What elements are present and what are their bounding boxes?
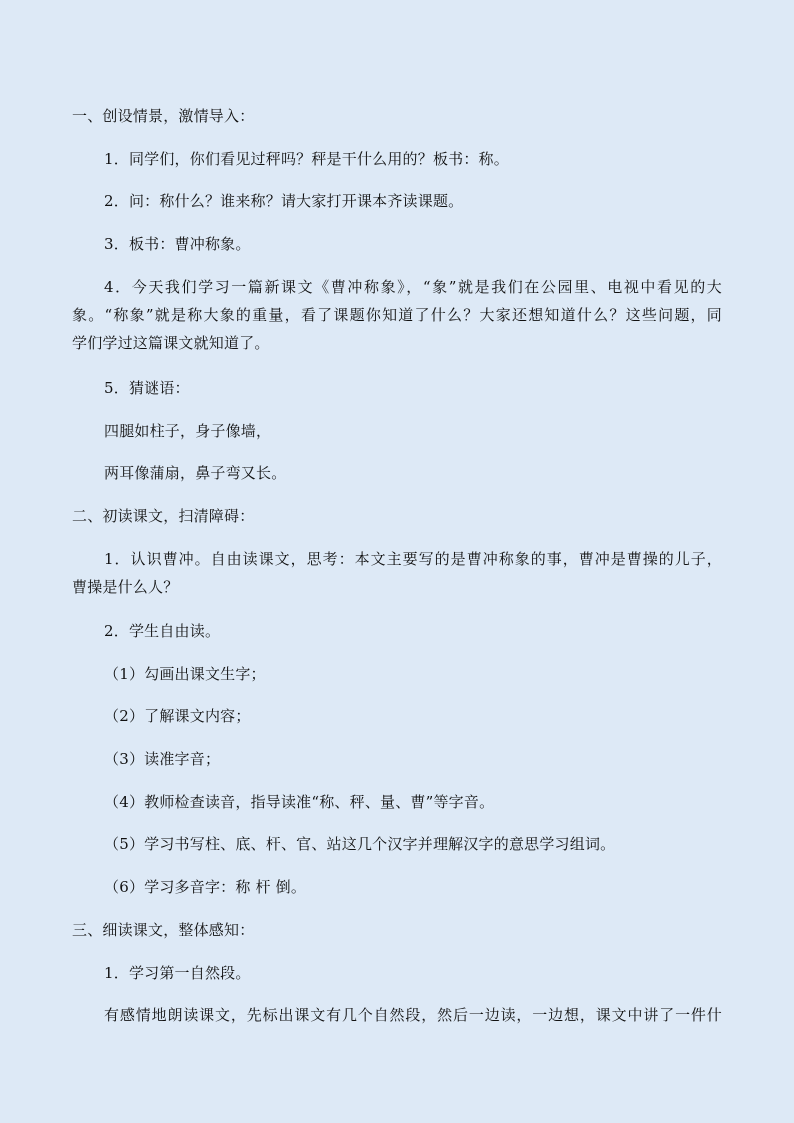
riddle-line: 四腿如柱子，身子像墙， (104, 422, 272, 440)
sub-list-item: （2）了解课文内容； (104, 707, 251, 725)
paragraph-line: 4．今天我们学习一篇新课文《曹冲称象》，“象”就是我们在公园里、电视中看见的大 (104, 278, 722, 296)
paragraph-line: 有感情地朗读课文，先标出课文有几个自然段，然后一边读，一边想，课文中讲了一件什 (104, 1006, 722, 1024)
paragraph-line: 1．认识曹冲。自由读课文，思考：本文主要写的是曹冲称象的事，曹冲是曹操的儿子， (104, 550, 722, 568)
sub-list-item: （4）教师检查读音，指导读准“称、秤、量、曹”等字音。 (104, 793, 495, 811)
list-item: 2．学生自由读。 (104, 622, 221, 640)
riddle-line: 两耳像蒲扇，鼻子弯又长。 (104, 464, 287, 482)
section-heading-2: 二、初读课文，扫清障碍： (72, 507, 255, 525)
list-item: 1．学习第一自然段。 (104, 964, 251, 982)
list-item: 5．猜谜语： (104, 379, 190, 397)
list-item: 3．板书：曹冲称象。 (104, 235, 251, 253)
paragraph-line: 象。“称象”就是称大象的重量，看了课题你知道了什么？大家还想知道什么？这些问题，同 (72, 306, 722, 324)
section-heading-1: 一、创设情景，激情导入： (72, 107, 255, 125)
sub-list-item: （5）学习书写柱、底、杆、官、站这几个汉字并理解汉字的意思学习组词。 (104, 835, 616, 853)
list-item: 2．问：称什么？谁来称？请大家打开课本齐读课题。 (104, 192, 464, 210)
list-item: 1．同学们，你们看见过秤吗？秤是干什么用的？板书：称。 (104, 150, 509, 168)
paragraph-line: 曹操是什么人？ (72, 578, 179, 596)
sub-list-item: （6）学习多音字：称 杆 倒。 (104, 878, 307, 896)
paragraph-line: 学们学过这篇课文就知道了。 (72, 334, 270, 352)
section-heading-3: 三、细读课文，整体感知： (72, 921, 255, 939)
sub-list-item: （3）读准字音； (104, 750, 221, 768)
sub-list-item: （1）勾画出课文生字； (104, 665, 266, 683)
